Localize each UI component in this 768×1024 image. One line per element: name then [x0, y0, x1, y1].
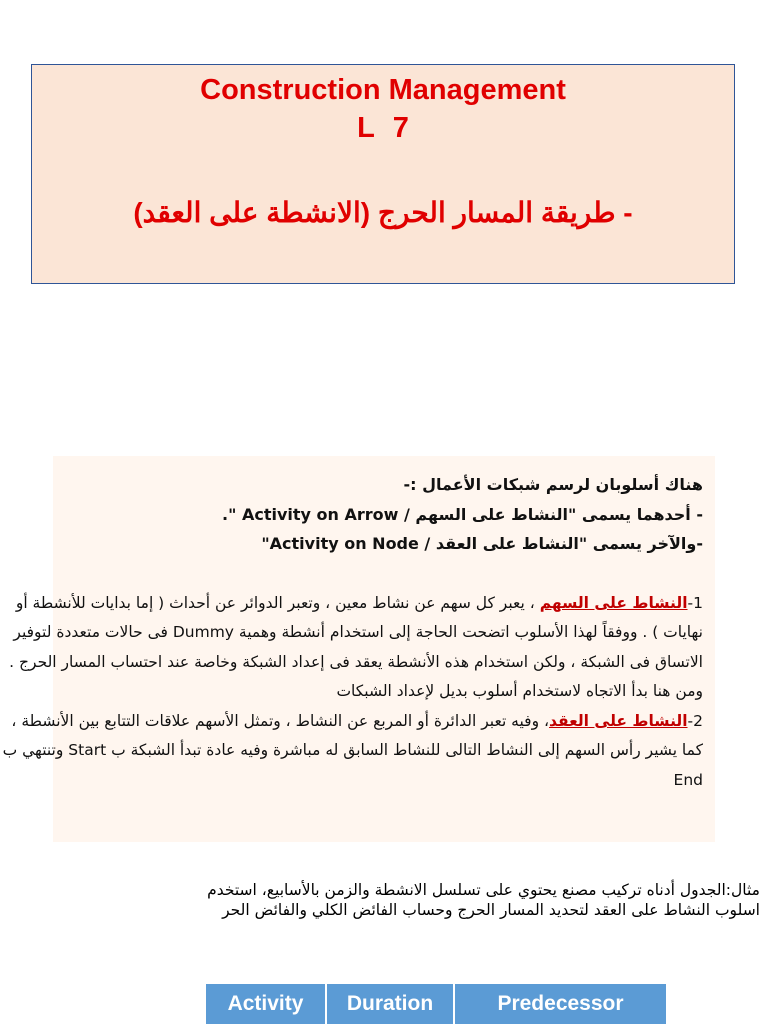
- p2-text-1: ، وفيه تعبر الدائرة أو المربع عن النشاط ، وتمثل الأسهم علاقات التتابع بين الأنشطة ،: [11, 711, 549, 730]
- paragraph-two-line-2: كما يشير رأس السهم إلى النشاط التالى للنشاط السابق له مباشرة وفيه عادة تبدأ الشبكة ب Start وتنتهي ب: [2, 741, 703, 759]
- header-predecessor: Predecessor: [497, 992, 624, 1015]
- scan-heading: هناك أسلوبان لرسم شبكات الأعمال :-: [403, 475, 703, 494]
- term-activity-on-node: النشاط على العقد: [549, 711, 688, 730]
- example-line-2: اسلوب النشاط على العقد لتحديد المسار الحرج وحساب الفائض الكلي والفائض الحر: [222, 901, 760, 919]
- activity-table-header: [206, 984, 666, 1024]
- lecture-num: 7: [392, 112, 409, 144]
- paragraph-two-line-1: [11, 707, 703, 737]
- header-duration: Duration: [327, 984, 455, 1024]
- lecture-subtitle: - طريقة المسار الحرج (الانشطة على العقد): [133, 197, 633, 228]
- paragraph-two-end: End: [673, 770, 703, 789]
- paragraph-one-line-4: ومن هنا بدأ الاتجاه لاستخدام أسلوب بديل لإعداد الشبكات: [336, 682, 703, 700]
- title-box: [31, 64, 735, 284]
- term-activity-on-arrow: النشاط على السهم: [539, 593, 688, 612]
- method-two: -والآخر يسمى "النشاط على العقد / Activity on Node": [261, 534, 703, 553]
- paragraph-one-line-3: الاتساق فى الشبكة ، ولكن استخدام هذه الأنشطة يعقد فى إعداد الشبكة وخاصة عند احتساب المسار الحرج .: [9, 652, 703, 671]
- paragraph-one-line-2: نهايات ) . ووفقاً لهذا الأسلوب اتضحت الحاجة إلى استخدام أنشطة وهمية Dummy فى حالات متعددة لتوفير: [13, 623, 703, 641]
- example-line-1: مثال:الجدول أدناه تركيب مصنع يحتوي على تسلسل الانشطة والزمن بالأسابيع، استخدم: [207, 881, 760, 899]
- p1-text-1: ، يعبر كل سهم عن نشاط معين ، وتعبر الدوائر عن أحداث ( إما بدايات للأنشطة أو: [15, 593, 535, 612]
- paragraph-one-line-1: [15, 589, 703, 619]
- lecture-number: [32, 111, 734, 145]
- scanned-text-block: [2, 456, 715, 842]
- example-statement: [40, 880, 760, 920]
- lecture-prefix: L: [357, 112, 375, 144]
- p2-number: 2-: [687, 711, 703, 730]
- header-activity: Activity: [206, 984, 327, 1024]
- course-title: Construction Management: [200, 74, 566, 106]
- method-one: - أحدهما يسمى "النشاط على السهم / Activity on Arrow ".: [222, 504, 703, 524]
- p1-number: 1-: [687, 593, 703, 612]
